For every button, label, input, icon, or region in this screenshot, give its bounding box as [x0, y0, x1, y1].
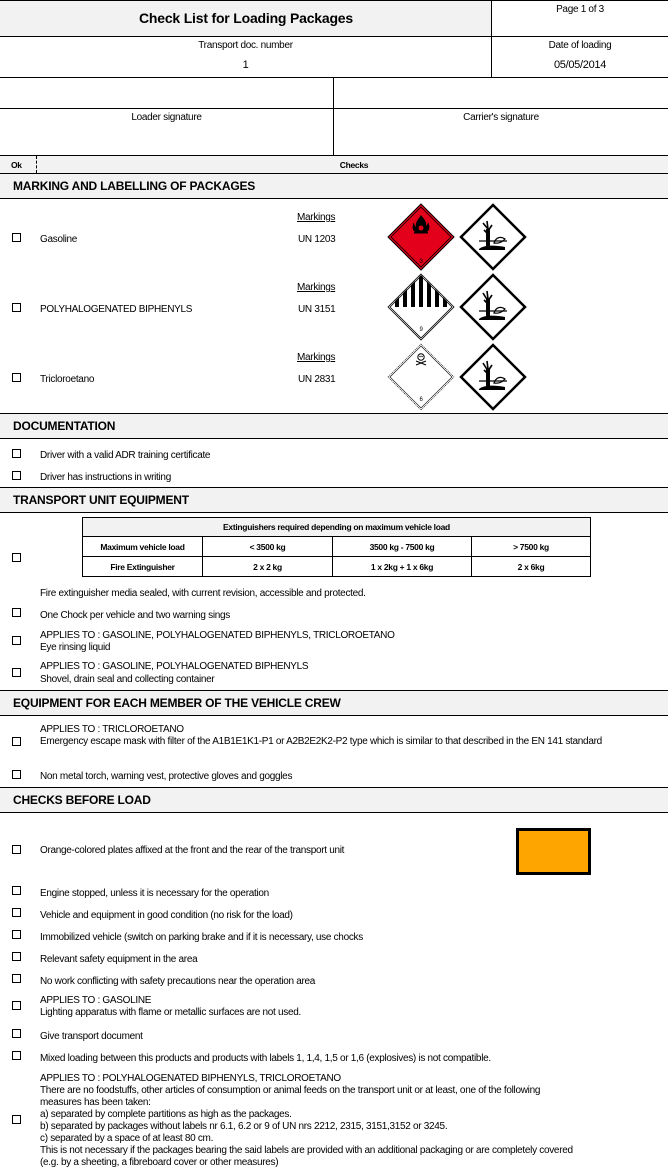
check-item-text: Orange-colored plates affixed at the front and the rear of the transport unit [40, 845, 345, 856]
check-item-applies: APPLIES TO : GASOLINE [40, 995, 152, 1006]
check-item-text: Driver has instructions in writing [40, 472, 171, 483]
check-item-text: Give transport document [40, 1031, 143, 1042]
toxic-class6-label-icon [387, 343, 455, 411]
column-header-row [0, 156, 668, 173]
check-item-applies: APPLIES TO : GASOLINE, POLYHALOGENATED BIPHENYLS [40, 661, 309, 672]
markings-label: Markings [297, 352, 336, 363]
check-item-text: No work conflicting with safety precautions near the operation area [40, 976, 316, 987]
checks-column-header: Checks [339, 160, 369, 170]
svg-text:6: 6 [419, 397, 423, 403]
date-value[interactable]: 05/05/2014 [553, 59, 607, 71]
loader-signature-label: Loader signature [131, 112, 202, 123]
checkbox[interactable] [12, 233, 21, 242]
un-number: UN 3151 [298, 304, 336, 315]
check-item-line: There are no foodstuffs, other articles of consumption or animal feeds on the transport unit or at least, one of the following [40, 1085, 541, 1096]
checkbox[interactable] [12, 668, 21, 677]
checkbox[interactable] [12, 1051, 21, 1060]
table-cell: > 7500 kg [472, 537, 591, 557]
orange-plate-icon [516, 828, 591, 875]
checkbox[interactable] [12, 952, 21, 961]
check-item-line: c) separated by a space of at least 80 cm. [40, 1133, 214, 1144]
table-cell: 1 x 2kg + 1 x 6kg [333, 557, 472, 577]
checkbox[interactable] [12, 908, 21, 917]
date-label: Date of loading [548, 40, 612, 51]
un-number: UN 2831 [298, 374, 336, 385]
checkbox[interactable] [12, 737, 21, 746]
table-cell: Maximum vehicle load [83, 537, 203, 557]
checkbox[interactable] [12, 373, 21, 382]
section-header-before-load: CHECKS BEFORE LOAD [0, 787, 668, 813]
page-indicator: Page 1 of 3 [556, 4, 604, 15]
svg-text:3: 3 [419, 259, 423, 265]
check-item-text: Shovel, drain seal and collecting container [40, 674, 215, 685]
check-item-text: Relevant safety equipment in the area [40, 954, 198, 965]
check-item-text: Emergency escape mask with filter of the A1B1E1K1-P1 or A2B2E2K2-P2 type which is similar to that described in the EN 141 standard [40, 736, 602, 747]
loader-signature-field[interactable] [0, 78, 333, 108]
checkbox[interactable] [12, 845, 21, 854]
check-item-text: Mixed loading between this products and products with labels 1, 1,4, 1,5 or 1,6 (explosives) is not compatible. [40, 1053, 491, 1064]
check-item-text: Engine stopped, unless it is necessary for the operation [40, 888, 269, 899]
check-item-text: Vehicle and equipment in good condition (no risk for the load) [40, 910, 293, 921]
check-item-line: (e.g. by a sheeting, a fibreboard cover or other measures) [40, 1157, 279, 1168]
check-item-applies: APPLIES TO : POLYHALOGENATED BIPHENYLS, TRICLOROETANO [40, 1073, 341, 1084]
markings-label: Markings [297, 282, 336, 293]
section-header-documentation: DOCUMENTATION [0, 413, 668, 439]
check-item-text: Lighting apparatus with flame or metallic surfaces are not used. [40, 1007, 301, 1018]
check-item-text: Non metal torch, warning vest, protective gloves and goggles [40, 771, 293, 782]
svg-text:9: 9 [419, 327, 423, 333]
checkbox[interactable] [12, 449, 21, 458]
check-item-text: One Chock per vehicle and two warning sings [40, 610, 230, 621]
table-row [83, 557, 591, 577]
checkbox[interactable] [12, 553, 21, 562]
checkbox[interactable] [12, 608, 21, 617]
table-caption: Extinguishers required depending on maximum vehicle load [83, 518, 591, 537]
table-cell: Fire Extinguisher [83, 557, 203, 577]
un-number: UN 1203 [298, 234, 336, 245]
carrier-signature-label: Carrier's signature [463, 112, 539, 123]
table-cell: 2 x 2 kg [203, 557, 333, 577]
substance-name: Tricloroetano [40, 374, 95, 385]
table-cell: < 3500 kg [203, 537, 333, 557]
flammable-liquid-class3-label-icon [387, 203, 455, 271]
transport-doc-label: Transport doc. number [198, 40, 293, 51]
check-item-applies: APPLIES TO : GASOLINE, POLYHALOGENATED BIPHENYLS, TRICLOROETANO [40, 630, 395, 641]
check-item-text: Immobilized vehicle (switch on parking brake and if it is necessary, use chocks [40, 932, 363, 943]
check-item-line: This is not necessary if the packages bearing the said labels are provided with an additional packaging or are completely covered [40, 1145, 573, 1156]
markings-label: Markings [297, 212, 336, 223]
table-cell: 3500 kg - 7500 kg [333, 537, 472, 557]
environmentally-hazardous-label-icon [459, 343, 527, 411]
check-item-line: b) separated by packages without labels nr 6.1, 6.2 or 9 of UN nrs 2212, 2315, 3151,3152 or 3245. [40, 1121, 448, 1132]
section-header-crew: EQUIPMENT FOR EACH MEMBER OF THE VEHICLE CREW [0, 690, 668, 716]
environmentally-hazardous-label-icon [459, 203, 527, 271]
checkbox[interactable] [12, 770, 21, 779]
checkbox[interactable] [12, 1001, 21, 1010]
table-cell: 2 x 6kg [472, 557, 591, 577]
substance-name: Gasoline [40, 234, 78, 245]
checkbox[interactable] [12, 303, 21, 312]
table-row [83, 537, 591, 557]
check-item-line: measures has been taken: [40, 1097, 151, 1108]
check-item-text: Driver with a valid ADR training certificate [40, 450, 211, 461]
page-title: Check List for Loading Packages [0, 0, 492, 36]
carrier-signature-field[interactable] [334, 78, 668, 108]
environmentally-hazardous-label-icon [459, 273, 527, 341]
section-header-transport-unit: TRANSPORT UNIT EQUIPMENT [0, 487, 668, 513]
substance-name: POLYHALOGENATED BIPHENYLS [40, 304, 193, 315]
check-item-applies: APPLIES TO : TRICLOROETANO [40, 724, 184, 735]
section-header-marking: MARKING AND LABELLING OF PACKAGES [0, 173, 668, 199]
checkbox[interactable] [12, 636, 21, 645]
checkbox[interactable] [12, 1029, 21, 1038]
check-item-text: Eye rinsing liquid [40, 642, 111, 653]
checkbox[interactable] [12, 886, 21, 895]
checkbox[interactable] [12, 1115, 21, 1124]
extinguisher-note: Fire extinguisher media sealed, with current revision, accessible and protected. [40, 588, 366, 599]
check-item-line: a) separated by complete partitions as high as the packages. [40, 1109, 292, 1120]
checkbox[interactable] [12, 471, 21, 480]
extinguisher-table [82, 517, 591, 577]
transport-doc-value[interactable]: 1 [242, 59, 249, 71]
checkbox[interactable] [12, 930, 21, 939]
miscellaneous-class9-label-icon [387, 273, 455, 341]
ok-column-header: Ok [11, 160, 22, 170]
checkbox[interactable] [12, 974, 21, 983]
